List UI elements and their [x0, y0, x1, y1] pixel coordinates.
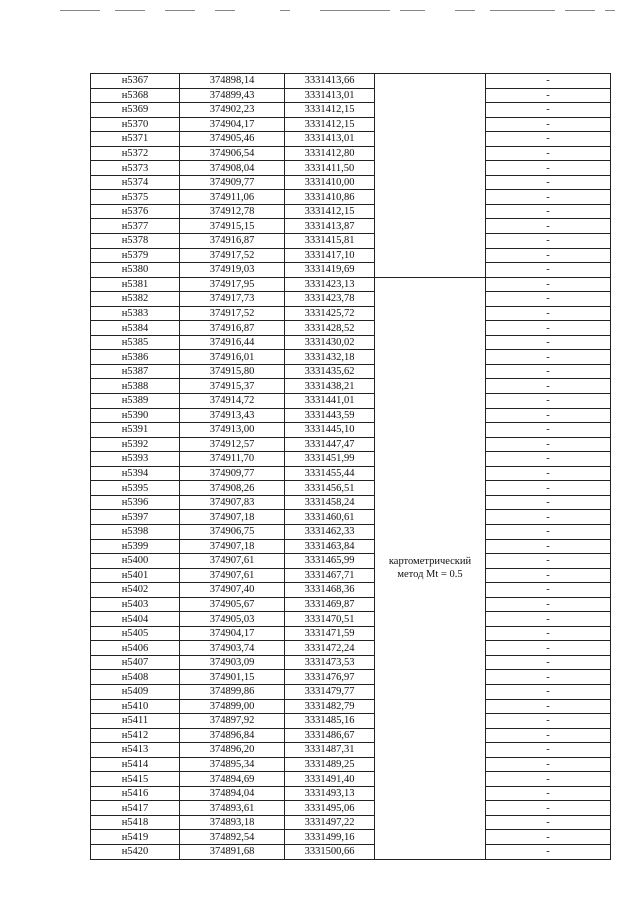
x-coordinate-cell: 374917,52: [180, 248, 285, 263]
point-id-cell: н5402: [91, 583, 180, 598]
point-id-cell: н5389: [91, 394, 180, 409]
table-row: [91, 175, 611, 190]
dash-cell: -: [486, 524, 611, 539]
x-coordinate-cell: 374903,09: [180, 655, 285, 670]
table-row: [91, 684, 611, 699]
x-coordinate-cell: 374907,18: [180, 539, 285, 554]
x-coordinate-cell: 374894,04: [180, 786, 285, 801]
point-id-cell: н5405: [91, 626, 180, 641]
point-id-cell: н5369: [91, 103, 180, 118]
point-id-cell: н5382: [91, 292, 180, 307]
point-id-cell: н5419: [91, 830, 180, 845]
point-id-cell: н5413: [91, 743, 180, 758]
y-coordinate-cell: 3331445,10: [285, 423, 375, 438]
point-id-cell: н5417: [91, 801, 180, 816]
y-coordinate-cell: 3331438,21: [285, 379, 375, 394]
table-row: [91, 117, 611, 132]
x-coordinate-cell: 374899,86: [180, 684, 285, 699]
x-coordinate-cell: 374907,83: [180, 495, 285, 510]
point-id-cell: н5418: [91, 815, 180, 830]
dash-cell: -: [486, 379, 611, 394]
point-id-cell: н5416: [91, 786, 180, 801]
table-row: [91, 728, 611, 743]
table-row: [91, 524, 611, 539]
table-row: [91, 103, 611, 118]
point-id-cell: н5397: [91, 510, 180, 525]
x-coordinate-cell: 374914,72: [180, 394, 285, 409]
y-coordinate-cell: 3331415,81: [285, 234, 375, 249]
x-coordinate-cell: 374916,44: [180, 335, 285, 350]
point-id-cell: н5404: [91, 612, 180, 627]
table-row: [91, 757, 611, 772]
y-coordinate-cell: 3331412,15: [285, 103, 375, 118]
point-id-cell: н5394: [91, 466, 180, 481]
y-coordinate-cell: 3331460,61: [285, 510, 375, 525]
dash-cell: -: [486, 364, 611, 379]
y-coordinate-cell: 3331451,99: [285, 452, 375, 467]
point-id-cell: н5399: [91, 539, 180, 554]
y-coordinate-cell: 3331432,18: [285, 350, 375, 365]
point-id-cell: н5377: [91, 219, 180, 234]
point-id-cell: н5391: [91, 423, 180, 438]
dash-cell: -: [486, 830, 611, 845]
point-id-cell: н5403: [91, 597, 180, 612]
table-row: [91, 772, 611, 787]
point-id-cell: н5379: [91, 248, 180, 263]
point-id-cell: н5381: [91, 277, 180, 292]
x-coordinate-cell: 374913,43: [180, 408, 285, 423]
x-coordinate-cell: 374899,43: [180, 88, 285, 103]
x-coordinate-cell: 374902,23: [180, 103, 285, 118]
y-coordinate-cell: 3331455,44: [285, 466, 375, 481]
point-id-cell: н5375: [91, 190, 180, 205]
table-row: [91, 437, 611, 452]
dash-cell: -: [486, 568, 611, 583]
dash-cell: -: [486, 204, 611, 219]
y-coordinate-cell: 3331410,86: [285, 190, 375, 205]
point-id-cell: н5410: [91, 699, 180, 714]
x-coordinate-cell: 374903,74: [180, 641, 285, 656]
table-row: [91, 248, 611, 263]
point-id-cell: н5411: [91, 714, 180, 729]
table-row: [91, 815, 611, 830]
x-coordinate-cell: 374896,84: [180, 728, 285, 743]
x-coordinate-cell: 374916,01: [180, 350, 285, 365]
dash-cell: -: [486, 161, 611, 176]
point-id-cell: н5396: [91, 495, 180, 510]
dash-cell: -: [486, 655, 611, 670]
x-coordinate-cell: 374897,92: [180, 714, 285, 729]
y-coordinate-cell: 3331412,15: [285, 204, 375, 219]
x-coordinate-cell: 374917,95: [180, 277, 285, 292]
point-id-cell: н5373: [91, 161, 180, 176]
point-id-cell: н5374: [91, 175, 180, 190]
dash-cell: -: [486, 263, 611, 278]
y-coordinate-cell: 3331469,87: [285, 597, 375, 612]
point-id-cell: н5387: [91, 364, 180, 379]
y-coordinate-cell: 3331497,22: [285, 815, 375, 830]
table-row: [91, 88, 611, 103]
point-id-cell: н5406: [91, 641, 180, 656]
table-row: [91, 510, 611, 525]
y-coordinate-cell: 3331435,62: [285, 364, 375, 379]
y-coordinate-cell: 3331470,51: [285, 612, 375, 627]
dash-cell: -: [486, 510, 611, 525]
y-coordinate-cell: 3331411,50: [285, 161, 375, 176]
table-row: [91, 714, 611, 729]
x-coordinate-cell: 374904,17: [180, 626, 285, 641]
dash-cell: -: [486, 190, 611, 205]
dash-cell: -: [486, 670, 611, 685]
x-coordinate-cell: 374908,04: [180, 161, 285, 176]
dash-cell: -: [486, 146, 611, 161]
point-id-cell: н5367: [91, 74, 180, 89]
table-row: [91, 263, 611, 278]
y-coordinate-cell: 3331489,25: [285, 757, 375, 772]
dash-cell: -: [486, 772, 611, 787]
point-id-cell: н5393: [91, 452, 180, 467]
table-row: [91, 743, 611, 758]
table-row: [91, 161, 611, 176]
dash-cell: -: [486, 306, 611, 321]
dash-cell: -: [486, 132, 611, 147]
table-row: [91, 670, 611, 685]
x-coordinate-cell: 374911,06: [180, 190, 285, 205]
y-coordinate-cell: 3331491,40: [285, 772, 375, 787]
dash-cell: -: [486, 335, 611, 350]
dash-cell: -: [486, 495, 611, 510]
table-row: [91, 539, 611, 554]
y-coordinate-cell: 3331413,66: [285, 74, 375, 89]
point-id-cell: н5378: [91, 234, 180, 249]
x-coordinate-cell: 374899,00: [180, 699, 285, 714]
table-row: [91, 277, 611, 292]
dash-cell: -: [486, 423, 611, 438]
point-id-cell: н5372: [91, 146, 180, 161]
dash-cell: -: [486, 103, 611, 118]
point-id-cell: н5383: [91, 306, 180, 321]
dash-cell: -: [486, 117, 611, 132]
x-coordinate-cell: 374916,87: [180, 234, 285, 249]
point-id-cell: н5400: [91, 554, 180, 569]
x-coordinate-cell: 374895,34: [180, 757, 285, 772]
table-row: [91, 292, 611, 307]
x-coordinate-cell: 374893,18: [180, 815, 285, 830]
table-row: [91, 612, 611, 627]
dash-cell: -: [486, 684, 611, 699]
point-id-cell: н5401: [91, 568, 180, 583]
dash-cell: -: [486, 321, 611, 336]
y-coordinate-cell: 3331413,01: [285, 88, 375, 103]
x-coordinate-cell: 374905,67: [180, 597, 285, 612]
dash-cell: -: [486, 292, 611, 307]
table-row: [91, 408, 611, 423]
y-coordinate-cell: 3331412,15: [285, 117, 375, 132]
dash-cell: -: [486, 234, 611, 249]
point-id-cell: н5412: [91, 728, 180, 743]
point-id-cell: н5390: [91, 408, 180, 423]
table-row: [91, 641, 611, 656]
x-coordinate-cell: 374912,78: [180, 204, 285, 219]
y-coordinate-cell: 3331485,16: [285, 714, 375, 729]
table-row: [91, 350, 611, 365]
dash-cell: -: [486, 801, 611, 816]
x-coordinate-cell: 374907,18: [180, 510, 285, 525]
x-coordinate-cell: 374893,61: [180, 801, 285, 816]
header-scan-artifact: [60, 9, 620, 13]
point-id-cell: н5392: [91, 437, 180, 452]
table-row: [91, 452, 611, 467]
point-id-cell: н5398: [91, 524, 180, 539]
point-id-cell: н5388: [91, 379, 180, 394]
x-coordinate-cell: 374892,54: [180, 830, 285, 845]
dash-cell: -: [486, 714, 611, 729]
y-coordinate-cell: 3331462,33: [285, 524, 375, 539]
y-coordinate-cell: 3331495,06: [285, 801, 375, 816]
table-row: [91, 830, 611, 845]
y-coordinate-cell: 3331487,31: [285, 743, 375, 758]
point-id-cell: н5380: [91, 263, 180, 278]
method-cell-empty: [375, 74, 486, 278]
y-coordinate-cell: 3331413,01: [285, 132, 375, 147]
table-row: [91, 306, 611, 321]
table-row: [91, 844, 611, 859]
x-coordinate-cell: 374901,15: [180, 670, 285, 685]
x-coordinate-cell: 374919,03: [180, 263, 285, 278]
dash-cell: -: [486, 277, 611, 292]
point-id-cell: н5386: [91, 350, 180, 365]
dash-cell: -: [486, 728, 611, 743]
dash-cell: -: [486, 612, 611, 627]
table-row: [91, 583, 611, 598]
point-id-cell: н5409: [91, 684, 180, 699]
y-coordinate-cell: 3331473,53: [285, 655, 375, 670]
dash-cell: -: [486, 583, 611, 598]
dash-cell: -: [486, 175, 611, 190]
y-coordinate-cell: 3331410,00: [285, 175, 375, 190]
y-coordinate-cell: 3331443,59: [285, 408, 375, 423]
point-id-cell: н5371: [91, 132, 180, 147]
y-coordinate-cell: 3331423,13: [285, 277, 375, 292]
point-id-cell: н5407: [91, 655, 180, 670]
table-row: [91, 132, 611, 147]
dash-cell: -: [486, 408, 611, 423]
table-row: [91, 219, 611, 234]
dash-cell: -: [486, 757, 611, 772]
y-coordinate-cell: 3331425,72: [285, 306, 375, 321]
coordinates-table-body: [91, 74, 611, 860]
dash-cell: -: [486, 844, 611, 859]
y-coordinate-cell: 3331493,13: [285, 786, 375, 801]
x-coordinate-cell: 374917,73: [180, 292, 285, 307]
x-coordinate-cell: 374913,00: [180, 423, 285, 438]
dash-cell: -: [486, 641, 611, 656]
y-coordinate-cell: 3331456,51: [285, 481, 375, 496]
y-coordinate-cell: 3331419,69: [285, 263, 375, 278]
table-row: [91, 786, 611, 801]
y-coordinate-cell: 3331471,59: [285, 626, 375, 641]
dash-cell: -: [486, 88, 611, 103]
y-coordinate-cell: 3331413,87: [285, 219, 375, 234]
table-row: [91, 190, 611, 205]
table-row: [91, 423, 611, 438]
x-coordinate-cell: 374907,61: [180, 568, 285, 583]
dash-cell: -: [486, 452, 611, 467]
dash-cell: -: [486, 466, 611, 481]
x-coordinate-cell: 374904,17: [180, 117, 285, 132]
table-row: [91, 394, 611, 409]
y-coordinate-cell: 3331476,97: [285, 670, 375, 685]
table-row: [91, 146, 611, 161]
table-row: [91, 466, 611, 481]
y-coordinate-cell: 3331500,66: [285, 844, 375, 859]
point-id-cell: н5376: [91, 204, 180, 219]
point-id-cell: н5395: [91, 481, 180, 496]
x-coordinate-cell: 374907,40: [180, 583, 285, 598]
y-coordinate-cell: 3331417,10: [285, 248, 375, 263]
table-row: [91, 364, 611, 379]
table-row: [91, 321, 611, 336]
x-coordinate-cell: 374909,77: [180, 466, 285, 481]
method-label-line1: картометрический: [388, 556, 472, 568]
dash-cell: -: [486, 74, 611, 89]
x-coordinate-cell: 374915,80: [180, 364, 285, 379]
table-row: [91, 626, 611, 641]
x-coordinate-cell: 374909,77: [180, 175, 285, 190]
dash-cell: -: [486, 786, 611, 801]
x-coordinate-cell: 374906,75: [180, 524, 285, 539]
dash-cell: -: [486, 350, 611, 365]
x-coordinate-cell: 374911,70: [180, 452, 285, 467]
dash-cell: -: [486, 554, 611, 569]
dash-cell: -: [486, 437, 611, 452]
x-coordinate-cell: 374915,37: [180, 379, 285, 394]
y-coordinate-cell: 3331465,99: [285, 554, 375, 569]
table-row: [91, 335, 611, 350]
point-id-cell: н5420: [91, 844, 180, 859]
dash-cell: -: [486, 219, 611, 234]
y-coordinate-cell: 3331479,77: [285, 684, 375, 699]
method-cell: [375, 277, 486, 859]
point-id-cell: н5408: [91, 670, 180, 685]
point-id-cell: н5385: [91, 335, 180, 350]
x-coordinate-cell: 374905,03: [180, 612, 285, 627]
y-coordinate-cell: 3331423,78: [285, 292, 375, 307]
table-row: [91, 655, 611, 670]
x-coordinate-cell: 374898,14: [180, 74, 285, 89]
dash-cell: -: [486, 248, 611, 263]
x-coordinate-cell: 374906,54: [180, 146, 285, 161]
table-row: [91, 74, 611, 89]
x-coordinate-cell: 374908,26: [180, 481, 285, 496]
point-id-cell: н5415: [91, 772, 180, 787]
y-coordinate-cell: 3331447,47: [285, 437, 375, 452]
table-row: [91, 554, 611, 569]
x-coordinate-cell: 374905,46: [180, 132, 285, 147]
y-coordinate-cell: 3331412,80: [285, 146, 375, 161]
y-coordinate-cell: 3331428,52: [285, 321, 375, 336]
table-row: [91, 801, 611, 816]
y-coordinate-cell: 3331467,71: [285, 568, 375, 583]
y-coordinate-cell: 3331472,24: [285, 641, 375, 656]
dash-cell: -: [486, 394, 611, 409]
x-coordinate-cell: 374894,69: [180, 772, 285, 787]
y-coordinate-cell: 3331468,36: [285, 583, 375, 598]
table-row: [91, 568, 611, 583]
dash-cell: -: [486, 743, 611, 758]
x-coordinate-cell: 374916,87: [180, 321, 285, 336]
y-coordinate-cell: 3331486,67: [285, 728, 375, 743]
table-row: [91, 597, 611, 612]
point-id-cell: н5414: [91, 757, 180, 772]
coordinates-table: [90, 73, 611, 860]
x-coordinate-cell: 374917,52: [180, 306, 285, 321]
x-coordinate-cell: 374891,68: [180, 844, 285, 859]
x-coordinate-cell: 374907,61: [180, 554, 285, 569]
point-id-cell: н5384: [91, 321, 180, 336]
table-row: [91, 234, 611, 249]
x-coordinate-cell: 374896,20: [180, 743, 285, 758]
point-id-cell: н5370: [91, 117, 180, 132]
x-coordinate-cell: 374912,57: [180, 437, 285, 452]
y-coordinate-cell: 3331441,01: [285, 394, 375, 409]
y-coordinate-cell: 3331463,84: [285, 539, 375, 554]
y-coordinate-cell: 3331482,79: [285, 699, 375, 714]
y-coordinate-cell: 3331430,02: [285, 335, 375, 350]
point-id-cell: н5368: [91, 88, 180, 103]
table-row: [91, 379, 611, 394]
x-coordinate-cell: 374915,15: [180, 219, 285, 234]
dash-cell: -: [486, 597, 611, 612]
table-row: [91, 699, 611, 714]
dash-cell: -: [486, 815, 611, 830]
method-label-line2: метод Mt = 0.5: [397, 569, 463, 581]
table-row: [91, 481, 611, 496]
y-coordinate-cell: 3331499,16: [285, 830, 375, 845]
dash-cell: -: [486, 626, 611, 641]
table-row: [91, 495, 611, 510]
y-coordinate-cell: 3331458,24: [285, 495, 375, 510]
table-row: [91, 204, 611, 219]
dash-cell: -: [486, 539, 611, 554]
dash-cell: -: [486, 699, 611, 714]
dash-cell: -: [486, 481, 611, 496]
